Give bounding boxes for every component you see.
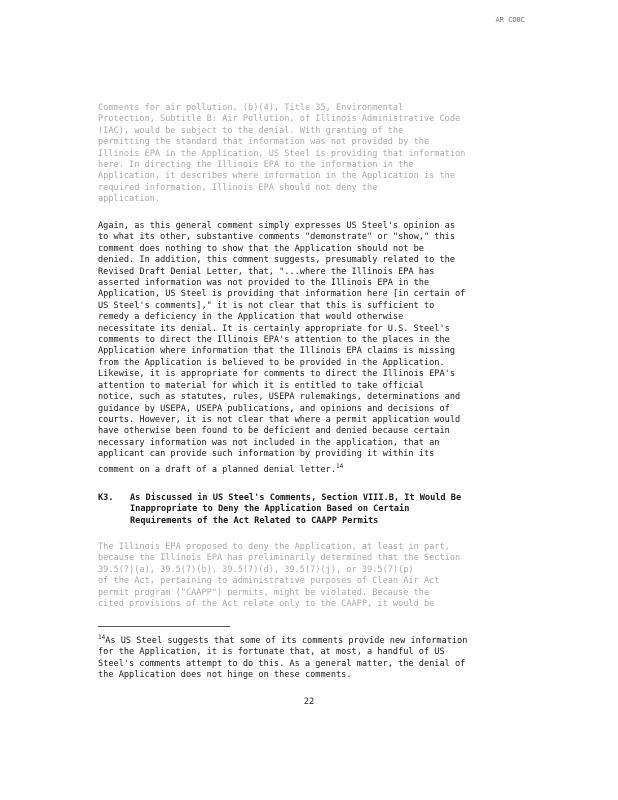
footnote-marker: 14 — [98, 634, 106, 641]
paragraph-main-text: Again, as this general comment simply expresses US Steel's opinion as to what its other, substantive comments "demonstrate" or "show," this comment does nothing to show that the Application should not be denied. In addition, this comment suggests, presumably related to the Revised Draft Denial Letter, that, "...where the Illinois EPA has asserted information was not provided to the Illinois EPA in the Application, US Steel is providing that information here [in certain of US Steel's comments]," it is not clear that this is sufficient to remedy a deficiency in the Application that would otherwise necessitate its denial. It is certainly appropriate for U.S. Steel's comments to direct the Illinois EPA's attention to the places in the Application where information that the Illinois EPA claims is missing from the Application is believed to be provided in the Application. Likewise, it is appropriate for comments to direct the Illinois EPA's attention to material for which it is entitled to take official notice, such as statutes, rules, USEPA rulemakings, determinations and guidance by USEPA, USEPA publications, and opinions and decisions of courts. However, it is not clear that where a permit application would have otherwise been found to be deficient and denied because certain necessary information was not included in the application, that an applicant can provide such information by providing it within its comment on a draft of a planned denial letter. — [98, 221, 466, 475]
footnote-divider — [98, 626, 230, 627]
page-number: 22 — [303, 697, 315, 707]
footnote-reference: 14 — [336, 462, 344, 470]
section-number: K3. — [98, 493, 114, 503]
footnote-text: As US Steel suggests that some of its comments provide new information for the Application, it is fortunate that, at most, a handful of US Steel's comments attempt to do this. As a general matter, the denial of the Application does not hinge on these comments. — [98, 635, 468, 681]
document-code: AR CO0C — [495, 16, 525, 24]
paragraph-main — [98, 221, 538, 476]
paragraph-faint-bottom: The Illinois EPA proposed to deny the Application, at least in part, because the Illinois EPA has preliminarily determined that the Section 39.5(7)(a), 39.5(7)(b), 39.5(7)(d), 39.5(7)(j), or 39.5(7)(p) of the Act, pertaining to administrative purposes of Clean Air Act permit program ("CAAPP") permits, might be violated. Because the cited provisions of the Act relate only to the CAAPP, it would be — [98, 542, 461, 610]
footnote — [98, 632, 538, 681]
section-heading: As Discussed in US Steel's Comments, Section VIII.B, It Would Be Inappropriate to Deny the Application Based on Certain Requirements of the Act Related to CAAPP Permits — [130, 493, 462, 526]
paragraph-faint-top: Comments for air pollution, (b)(4), Title 35, Environmental Protection, Subtitle B: Air Pollution, of Illinois Administrative Code (IAC), would be subject to the denial. With granting of the permitting the standard that information was not provided by the Illinois EPA in the Application, US Steel is providing that information here. In directing the Illinois EPA to the information in the Application, it describes where information in the Application is the required information, Illinois EPA should not deny the application. — [98, 103, 466, 205]
